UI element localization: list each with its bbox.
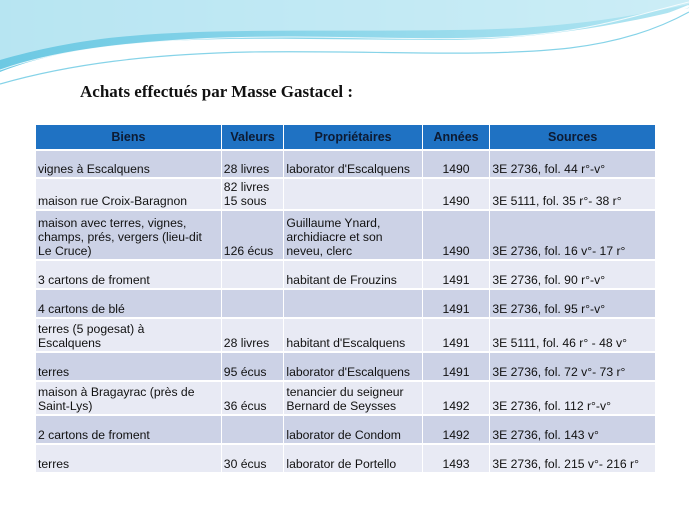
table-row xyxy=(36,382,655,414)
cell-valeurs: 82 livres 15 sous xyxy=(222,179,284,209)
cell-biens: 4 cartons de blé xyxy=(36,290,221,317)
cell-biens: terres xyxy=(36,445,221,472)
cell-proprietaires: habitant d'Escalquens xyxy=(284,319,421,351)
table-row xyxy=(36,179,655,209)
cell-annees: 1490 xyxy=(423,211,490,259)
header-biens: Biens xyxy=(36,125,221,149)
table-row xyxy=(36,261,655,288)
cell-sources: 3E 2736, fol. 95 r°-v° xyxy=(490,290,655,317)
cell-sources: 3E 2736, fol. 44 r°-v° xyxy=(490,151,655,177)
header-annees: Années xyxy=(423,125,490,149)
cell-valeurs xyxy=(222,416,284,443)
cell-biens: terres (5 pogesat) à Escalquens xyxy=(36,319,221,351)
cell-valeurs xyxy=(222,261,284,288)
cell-proprietaires: habitant de Frouzins xyxy=(284,261,421,288)
table-row xyxy=(36,290,655,317)
cell-proprietaires: laborator de Condom xyxy=(284,416,421,443)
cell-valeurs: 28 livres xyxy=(222,319,284,351)
cell-biens: 3 cartons de froment xyxy=(36,261,221,288)
header-sources: Sources xyxy=(490,125,655,149)
cell-biens: maison rue Croix-Baragnon xyxy=(36,179,221,209)
cell-annees: 1493 xyxy=(423,445,490,472)
cell-proprietaires: Guillaume Ynard, archidiacre et son neveu, clerc xyxy=(284,211,421,259)
cell-biens: maison à Bragayrac (près de Saint-Lys) xyxy=(36,382,221,414)
cell-annees: 1491 xyxy=(423,261,490,288)
cell-sources: 3E 2736, fol. 90 r°-v° xyxy=(490,261,655,288)
cell-proprietaires: laborator d'Escalquens xyxy=(284,353,421,380)
cell-biens: vignes à Escalquens xyxy=(36,151,221,177)
table-row xyxy=(36,319,655,351)
cell-proprietaires xyxy=(284,179,421,209)
decorative-wave-header xyxy=(0,0,689,90)
header-proprietaires: Propriétaires xyxy=(284,125,421,149)
cell-proprietaires: laborator de Portello xyxy=(284,445,421,472)
cell-biens: maison avec terres, vignes, champs, prés, vergers (lieu-dit Le Cruce) xyxy=(36,211,221,259)
cell-proprietaires: tenancier du seigneur Bernard de Seysses xyxy=(284,382,421,414)
cell-biens: 2 cartons de froment xyxy=(36,416,221,443)
cell-sources: 3E 5111, fol. 46 r° - 48 v° xyxy=(490,319,655,351)
cell-annees: 1490 xyxy=(423,179,490,209)
cell-sources: 3E 2736, fol. 72 v°- 73 r° xyxy=(490,353,655,380)
cell-annees: 1490 xyxy=(423,151,490,177)
cell-annees: 1491 xyxy=(423,353,490,380)
cell-sources: 3E 2736, fol. 215 v°- 216 r° xyxy=(490,445,655,472)
cell-sources: 3E 2736, fol. 16 v°- 17 r° xyxy=(490,211,655,259)
cell-biens: terres xyxy=(36,353,221,380)
cell-valeurs: 126 écus xyxy=(222,211,284,259)
table-row xyxy=(36,211,655,259)
cell-annees: 1492 xyxy=(423,382,490,414)
cell-sources: 3E 5111, fol. 35 r°- 38 r° xyxy=(490,179,655,209)
header-valeurs: Valeurs xyxy=(222,125,284,149)
cell-annees: 1492 xyxy=(423,416,490,443)
cell-valeurs: 95 écus xyxy=(222,353,284,380)
cell-sources: 3E 2736, fol. 112 r°-v° xyxy=(490,382,655,414)
table-row xyxy=(36,445,655,472)
cell-valeurs: 28 livres xyxy=(222,151,284,177)
slide-title: Achats effectués par Masse Gastacel : xyxy=(80,82,354,101)
cell-valeurs: 30 écus xyxy=(222,445,284,472)
purchases-table xyxy=(35,123,656,474)
cell-annees: 1491 xyxy=(423,319,490,351)
table-header-row xyxy=(36,125,655,149)
cell-valeurs xyxy=(222,290,284,317)
cell-annees: 1491 xyxy=(423,290,490,317)
table-row xyxy=(36,353,655,380)
cell-sources: 3E 2736, fol. 143 v° xyxy=(490,416,655,443)
table-row xyxy=(36,416,655,443)
cell-proprietaires: laborator d'Escalquens xyxy=(284,151,421,177)
table-row xyxy=(36,151,655,177)
cell-valeurs: 36 écus xyxy=(222,382,284,414)
cell-proprietaires xyxy=(284,290,421,317)
